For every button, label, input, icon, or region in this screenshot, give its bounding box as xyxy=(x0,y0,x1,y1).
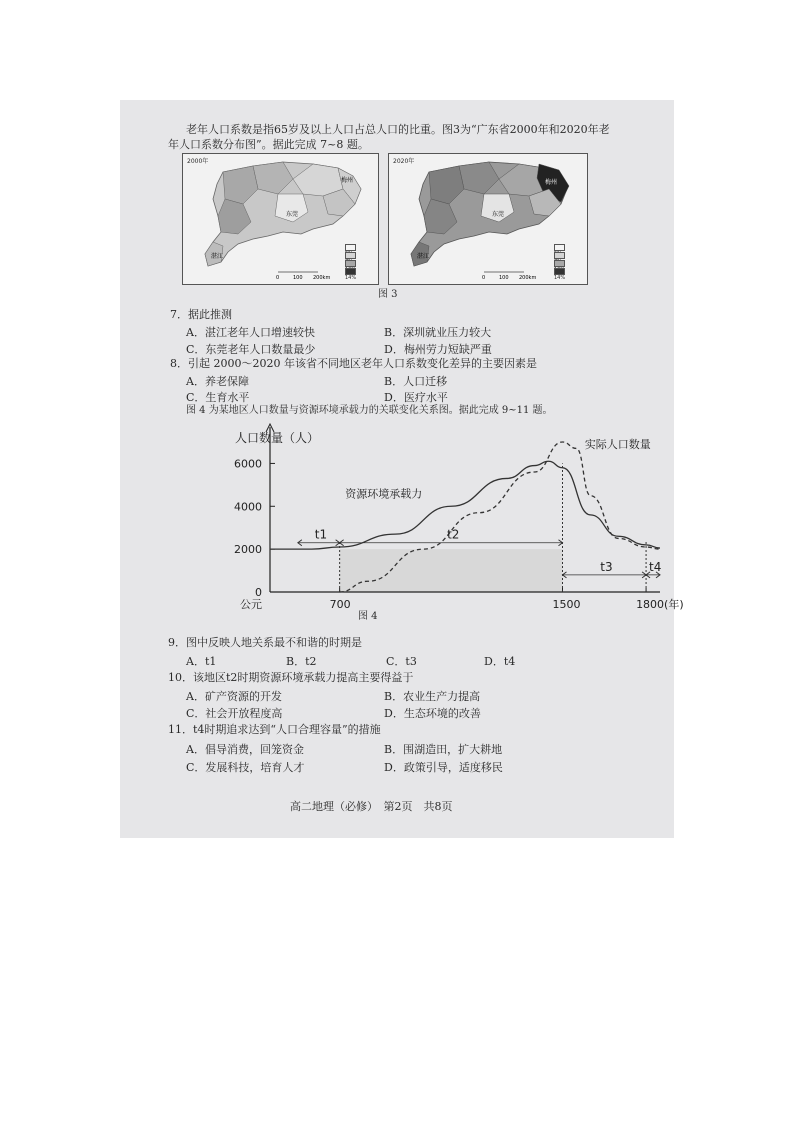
q9-option-c[interactable]: C．t3 xyxy=(386,655,417,668)
q7-option-d[interactable]: D．梅州劳力短缺严重 xyxy=(384,343,492,356)
q11-option-b[interactable]: B．围湖造田，扩大耕地 xyxy=(384,743,503,756)
exam-page xyxy=(120,100,684,838)
series-line-carrying-capacity xyxy=(270,461,660,549)
scale-tick: 200km xyxy=(519,275,537,281)
intro-line-2: 年人口系数分布图”。据此完成 7~8 题。 xyxy=(168,138,369,151)
period-label-t1: t1 xyxy=(314,527,328,542)
figure-4-caption: 图 4 xyxy=(358,611,378,622)
period-label-t2: t2 xyxy=(447,527,460,542)
q8-option-a[interactable]: A．养老保障 xyxy=(186,375,249,388)
y-axis-label: 人口数量（人） xyxy=(235,431,320,445)
series-label-actual: 实际人口数量 xyxy=(584,438,651,451)
map-label-dongguan: 东莞 xyxy=(492,211,505,218)
map-year-label: 2000年 xyxy=(187,158,209,165)
x-tick-label: 1500 xyxy=(552,598,581,611)
scale-tick: 100 xyxy=(293,275,303,281)
figure-3-caption: 图 3 xyxy=(378,289,398,300)
q7-option-b[interactable]: B．深圳就业压力较大 xyxy=(384,326,492,339)
q11-option-a[interactable]: A．倡导消费，回笼资金 xyxy=(186,743,304,756)
y-tick-label: 4000 xyxy=(234,500,262,514)
map-2000: 2000年 梅州 东莞 湛江 0 100 200km 14% xyxy=(182,153,379,285)
map-2020: 2020年 梅州 东莞 湛江 0 100 200km 14% xyxy=(388,153,588,285)
scale-tick: 0 xyxy=(276,275,280,281)
q7-option-a[interactable]: A．湛江老年人口增速较快 xyxy=(186,326,315,339)
x-origin-label: 公元 xyxy=(240,598,262,611)
q9-option-b[interactable]: B．t2 xyxy=(286,655,317,668)
scale-tick: 100 xyxy=(499,275,509,281)
question-11-stem: 11．t4时期追求达到“人口合理容量”的措施 xyxy=(168,723,381,736)
q11-option-c[interactable]: C．发展科技，培育人才 xyxy=(186,761,305,774)
series-label-capacity: 资源环境承载力 xyxy=(345,487,423,501)
map-label-zhanjiang: 湛江 xyxy=(211,253,224,260)
q10-option-d[interactable]: D．生态环境的改善 xyxy=(384,707,481,720)
figure-4-intro: 图 4 为某地区人口数量与资源环境承载力的关联变化关系图。据此完成 9~11 题。 xyxy=(186,405,553,416)
figure-4-chart xyxy=(210,422,684,622)
period-label-t4: t4 xyxy=(649,559,662,574)
x-tick-label: 1800(年) xyxy=(636,598,684,611)
period-label-t3: t3 xyxy=(600,559,613,574)
y-tick-label: 2000 xyxy=(234,543,262,557)
shaded-area xyxy=(340,549,563,592)
page-footer: 高二地理（必修） 第2页 共8页 xyxy=(290,800,453,813)
x-tick-label: 700 xyxy=(329,598,351,611)
scale-tick: 0 xyxy=(482,275,486,281)
q11-option-d[interactable]: D．政策引导，适度移民 xyxy=(384,761,503,774)
map-label-dongguan: 东莞 xyxy=(286,211,299,218)
q10-option-a[interactable]: A．矿产资源的开发 xyxy=(186,690,282,703)
question-10-stem: 10．该地区t2时期资源环境承载力提高主要得益于 xyxy=(168,671,414,684)
y-tick-label: 6000 xyxy=(234,457,262,471)
map-year-label: 2020年 xyxy=(393,158,415,165)
map-label-zhanjiang: 湛江 xyxy=(417,253,430,260)
scale-tick: 200km xyxy=(313,275,331,281)
map-label-meizhou: 梅州 xyxy=(545,179,558,186)
question-9-stem: 9．图中反映人地关系最不和谐的时期是 xyxy=(168,636,362,649)
y-tick-label: 0 xyxy=(255,586,262,599)
q7-option-c[interactable]: C．东莞老年人口数量最少 xyxy=(186,343,316,356)
question-8-stem: 8．引起 2000～2020 年该省不同地区老年人口系数变化差异的主要因素是 xyxy=(170,357,537,370)
q9-option-d[interactable]: D．t4 xyxy=(484,655,516,668)
q10-option-b[interactable]: B．农业生产力提高 xyxy=(384,690,481,703)
intro-line-1: 老年人口系数是指65岁及以上人口占总人口的比重。图3为“广东省2000年和2020年老 xyxy=(186,123,610,136)
map-label-meizhou: 梅州 xyxy=(341,177,354,184)
question-7-stem: 7．据此推测 xyxy=(170,308,232,321)
q8-option-b[interactable]: B．人口迁移 xyxy=(384,375,448,388)
q10-option-c[interactable]: C．社会开放程度高 xyxy=(186,707,283,720)
q8-option-d[interactable]: D．医疗水平 xyxy=(384,391,448,404)
q9-option-a[interactable]: A．t1 xyxy=(186,655,217,668)
q8-option-c[interactable]: C．生育水平 xyxy=(186,391,250,404)
